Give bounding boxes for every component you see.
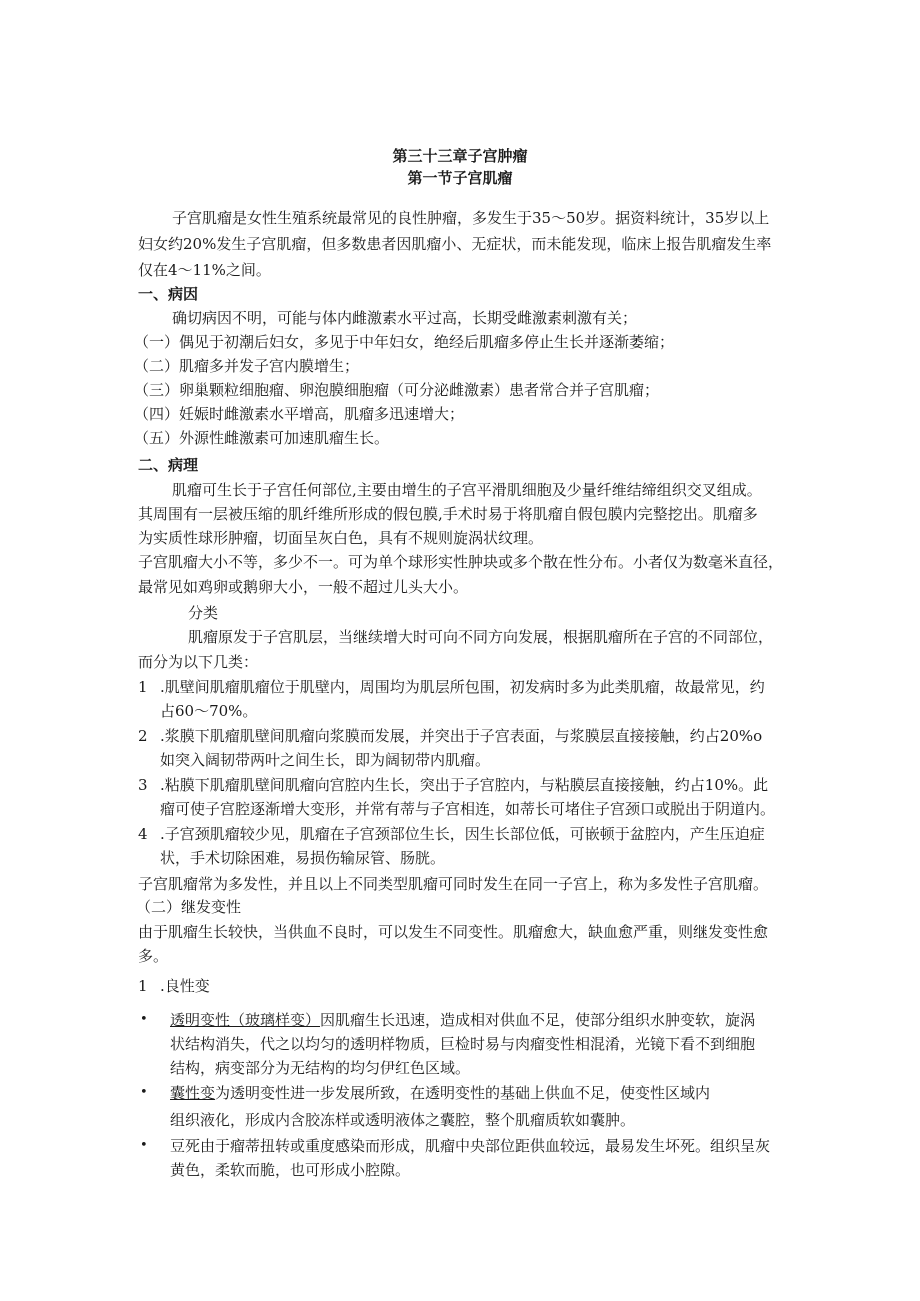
classification-label: 分类	[188, 604, 219, 622]
type-line: .浆膜下肌瘤肌壁间肌瘤向浆膜而发展，并突出于子宫表面，与浆膜层直接接触，约占20%o	[160, 727, 763, 745]
pathology-p1-line: 其周围有一层被压缩的肌纤维所形成的假包膜,手术时易于将肌瘤自假包膜内完整挖出。肌瘤多	[138, 505, 758, 523]
etiology-lead: 确切病因不明，可能与体内雌激素水平过高，长期受雌激素刺激有关；	[172, 309, 638, 327]
bullet-dot-icon: •	[140, 1085, 148, 1100]
pathology-p2-line: 最常见如鸡卵或鹅卵大小，一般不超过儿头大小。	[138, 578, 469, 596]
type-number: 1	[138, 678, 148, 696]
type-line: 状，手术切除困难，易损伤输尿管、肠胱。	[160, 849, 446, 867]
term-cystic: 囊性变	[170, 1084, 216, 1102]
bullet-line: 组织液化，形成内含胶冻样或透明液体之囊腔，整个肌瘤质软如囊肿。	[170, 1111, 636, 1129]
type-line: .粘膜下肌瘤肌壁间肌瘤向宫腔内生长，突出于子宫腔内，与粘膜层直接接触，约占10%。此	[160, 776, 769, 794]
bullet-first-line	[170, 1010, 755, 1030]
intro-line: 仅在4～11%之间。	[138, 261, 271, 279]
chapter-title: 第三十三章子宫肿瘤	[392, 147, 528, 165]
classification-intro-line: 而分为以下几类：	[138, 653, 259, 671]
type-number: 2	[138, 727, 148, 745]
type-line: 瘤可使子宫腔逐渐增大变形，并常有蒂与子宫相连，如蒂长可堵住子宫颈口或脱出于阴道内。	[160, 800, 776, 818]
secondary-text-line: 由于肌瘤生长较快，当供血不良时，可以发生不同变性。肌瘤愈大，缺血愈严重，则继发变性愈	[138, 923, 769, 941]
bullet-dot-icon: •	[140, 1012, 148, 1027]
etiology-item: （二）肌瘤多并发子宫内膜增生；	[134, 357, 360, 375]
bullet-text: 因肌瘤生长迅速，造成相对供血不足，使部分组织水肿变软，旋涡	[320, 1011, 756, 1029]
pathology-p2-line: 子宫肌瘤大小不等，多少不一。可为单个球形实性肿块或多个散在性分布。小者仅为数毫米直径，	[138, 553, 784, 571]
pathology-p1-line: 为实质性球形肿瘤，切面呈灰白色，具有不规则旋涡状纹理。	[138, 529, 544, 547]
type-number: 3	[138, 776, 148, 794]
pathology-heading: 二、病理	[138, 456, 199, 474]
etiology-item: （三）卵巢颗粒细胞瘤、卵泡膜细胞瘤（可分泌雌激素）患者常合并子宫肌瘤；	[134, 381, 660, 399]
etiology-item: （四）妊娠时雌激素水平增高，肌瘤多迅速增大；	[134, 405, 465, 423]
etiology-heading: 一、病因	[138, 285, 199, 303]
etiology-item: （一）偶见于初潮后妇女，多见于中年妇女，绝经后肌瘤多停止生长并逐渐萎缩；	[134, 333, 675, 351]
classification-intro-line: 肌瘤原发于子宫肌层，当继续增大时可向不同方向发展，根据肌瘤所在子宫的不同部位，	[188, 628, 774, 646]
term-hyaline: 透明变性（玻璃样变）	[170, 1011, 321, 1029]
type-line: .肌壁间肌瘤肌瘤位于肌壁内，周围均为肌层所包围，初发病时多为此类肌瘤，故最常见，约	[160, 678, 765, 696]
bullet-line: 豆死由于瘤蒂扭转或重度感染而形成，肌瘤中央部位距供血较远，最易发生坏死。组织呈灰	[170, 1137, 771, 1155]
type-line: 如突入阔韧带两叶之间生长，即为阔韧带内肌瘤。	[160, 751, 491, 769]
bullet-text: 为透明变性进一步发展所致，在透明变性的基础上供血不足，使变性区域内	[215, 1084, 711, 1102]
secondary-text-line: 多。	[138, 947, 169, 965]
benign-label: .良性变	[160, 977, 210, 995]
bullet-line: 状结构消失，代之以均匀的透明样物质，巨检时易与肉瘤变性相混淆，光镜下看不到细胞	[170, 1035, 756, 1053]
bullet-first-line	[170, 1083, 710, 1103]
type-number: 4	[138, 825, 148, 843]
type-line: .子宫颈肌瘤较少见，肌瘤在子宫颈部位生长，因生长部位低，可嵌顿于盆腔内，产生压迫症	[160, 825, 765, 843]
etiology-item: （五）外源性雌激素可加速肌瘤生长。	[134, 429, 390, 447]
benign-number: 1	[138, 977, 148, 995]
type-line: 占60～70%。	[160, 702, 258, 720]
section-title: 第一节子宫肌瘤	[407, 169, 513, 187]
intro-line: 妇女约20%发生子宫肌瘤，但多数患者因肌瘤小、无症状，而未能发现，临床上报告肌瘤发生率	[138, 235, 772, 253]
intro-line: 子宫肌瘤是女性生殖系统最常见的良性肿瘤，多发生于35～50岁。据资料统计，35岁以上	[172, 209, 770, 227]
pathology-p1-line: 肌瘤可生长于子宫任何部位,主要由增生的子宫平滑肌细胞及少量纤维结缔组织交叉组成。	[172, 481, 762, 499]
secondary-heading: （二）继发变性	[136, 898, 242, 916]
bullet-dot-icon: •	[140, 1138, 148, 1153]
bullet-line: 结构，病变部分为无结构的均匀伊红色区域。	[170, 1059, 471, 1077]
multiple-fibroids-note: 子宫肌瘤常为多发性，并且以上不同类型肌瘤可同时发生在同一子宫上，称为多发性子宫肌瘤。	[138, 875, 769, 893]
bullet-line: 黄色，柔软而脆，也可形成小腔隙。	[170, 1161, 411, 1179]
